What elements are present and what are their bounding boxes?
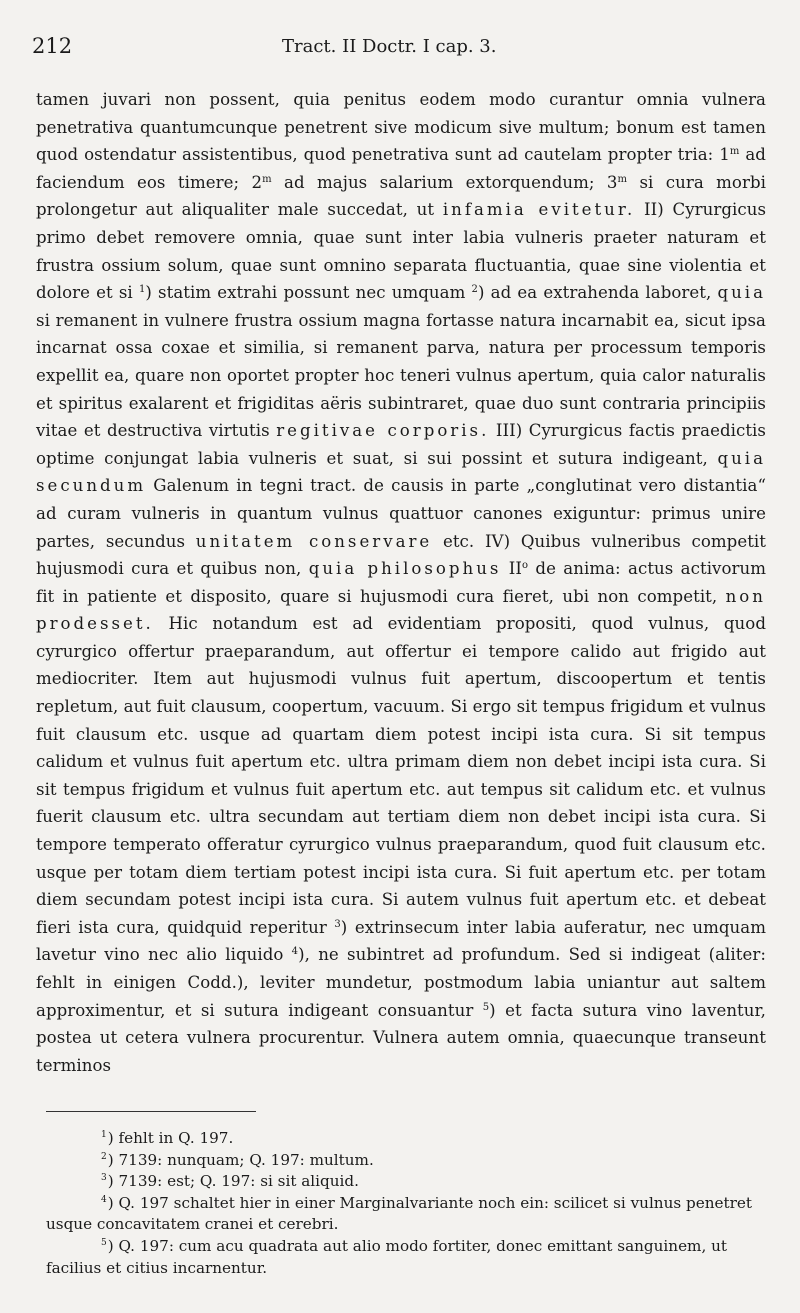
ordinal-superscript: o [522,560,529,572]
page-number: 212 [32,34,73,58]
running-head: Tract. II Doctr. I cap. 3. [282,36,497,57]
footnote-number: 1 [101,1130,107,1140]
footnote-text: ) Q. 197 schaltet hier in einer Marginalvariante noch ein: scilicet si vulnus penetret usque concavitatem cranei et cerebri. [46,1193,752,1234]
text-run: II) Cyrurgicus primo debet removere omnia, quae sunt inter labia vulneris praeter naturam et frustra ossium solum, quae sunt omnino separata fluctuantia, quae sine violentia et dolore et si [36,200,767,303]
text-run: III) Cyrurgicus factis praedictis optime conjungat labia vulneris et suat, si sui possint et sutura indigeant, [36,421,766,468]
footnote [46,1128,776,1150]
spaced-text: quia [717,283,766,303]
footnote [46,1193,776,1236]
spaced-text: quia secundum [36,448,766,496]
footnote-ref: 4 [291,946,299,958]
footnote-number: 2 [101,1151,107,1162]
footnote-text: ) fehlt in Q. 197. [107,1129,234,1147]
footnote-ref: 1 [138,284,146,296]
text-run: ) statim extrahi possunt nec umquam [145,283,472,303]
footnote-text: ) 7139: est; Q. 197: si sit aliquid. [107,1172,359,1191]
text-run: ), ne subintret ad profundum. Sed si indigeat (aliter: fehlt in einigen Codd.), leviter mundetur, postmodum labia uniantur aut saltem approximentur, et si sutura indigeant consuantur [36,945,766,1020]
text-run: II [501,559,522,579]
text-run: si remanent in vulnere frustra ossium magna fortasse natura incarnabit ea, sicut ipsa incarnat ossa coxae et similia, si remanent parva, natura per processum temporis expellit ea, quare non oportet propter hoc teneri vulnus apertum, quia calor naturalis et spiritus exalarent et frigiditas aëris subintraret, quae duo sunt contraria principiis vitae et destructiva virtutis [36,310,766,441]
text-run: Galenum in tegni tract. de causis in parte „conglutinat vero distantia“ ad curam vulneris in quantum vulnus quattuor canones exiguntur: primus unire partes, secundus [36,476,766,551]
text-run: ) ad ea extrahenda laboret, [477,283,718,303]
spaced-text: infamia evitetur. [442,200,636,220]
footnote-number: 4 [101,1194,107,1205]
footnote-text: ) Q. 197: cum acu quadrata aut alio modo fortiter, donec emittant sanguinem, ut facilius et citius incarnentur. [46,1236,727,1277]
text-run: etc. IV) Quibus vulneribus competit hujusmodi cura et quibus non, [36,531,766,579]
footnote-text: ) 7139: nunquam; Q. 197: multum. [107,1150,374,1169]
footnote [46,1171,776,1193]
footnotes [46,1128,776,1279]
ordinal-superscript: m [617,173,628,185]
text-run: Hic notandum est ad evidentiam propositi, quod vulnus, quod cyrurgico offertur praeparandum, aut offertur ei tempore calido aut frigido aut mediocriter. Item aut hujusmodi vulnus fuit apertum, discoopertum et tentis repletum, aut fuit clausum, coopertum, vacuum. Si ergo sit tempus frigidum et vulnus fuit clausum etc. usque ad quartam diem potest incipi ista cura. Si sit tempus calidum et vulnus fuit apertum etc. ultra primam diem non debet incipi ista cura. Si sit tempus frigidum et vulnus fuit apertum etc. aut tempus sit calidum etc. et vulnus fuerit clausum etc. ultra secundam aut tertiam diem non debet incipi ista cura. Si tempore temperato offeratur cyrurgico vulnus praeparandum, quod fuit clausum etc. usque per totam diem tertiam potest incipi ista cura. Si fuit apertum etc. per totam diem secundam potest incipi ista cura. Si autem vulnus fuit apertum etc. et debeat fieri ista cura, quidquid reperitur [36,614,766,937]
footnote-ref: 2 [471,284,478,296]
spaced-text: non prodesset. [36,586,766,634]
text-run: ) extrinsecum inter labia auferatur, nec umquam lavetur vino nec alio liquido [36,917,766,965]
footnote [46,1150,776,1172]
footnote-ref: 5 [482,1001,490,1013]
text-run: ) et facta sutura vino laventur, postea ut cetera vulnera procurentur. Vulnera autem omnia, quaecunque transeunt terminos [36,1000,766,1075]
footnote-rule [46,1111,256,1112]
page-header [32,30,770,64]
footnote-ref: 3 [334,918,341,930]
footnote-number: 5 [101,1237,107,1248]
text-run: de anima: actus activorum fit in patiente et disposito, quare si hujusmodi cura fieret, ubi non competit, [36,559,767,606]
spaced-text: regitivae corporis. [276,421,490,441]
ordinal-superscript: m [262,173,272,185]
text-run: ad majus salarium extorquendum; 3 [271,172,618,192]
footnote [46,1236,776,1279]
ordinal-superscript: m [729,146,740,158]
text-run: ad faciendum eos timere; 2 [36,145,766,192]
text-run: si cura morbi prolongetur aut aliqualiter male succedat, ut [36,172,766,220]
main-text [36,86,766,1079]
spaced-text: quia philosophus [308,559,502,579]
spaced-text: unitatem conservare [195,531,433,551]
footnote-number: 3 [101,1173,107,1184]
paragraph [36,86,766,1079]
text-run: tamen juvari non possent, quia penitus eodem modo curantur omnia vulnera penetrativa quantumcunque penetrent sive modicum sive multum; bonum est tamen quod ostendatur assistentibus, quod penetrativa sunt ad cautelam propter tria: 1 [36,90,766,165]
